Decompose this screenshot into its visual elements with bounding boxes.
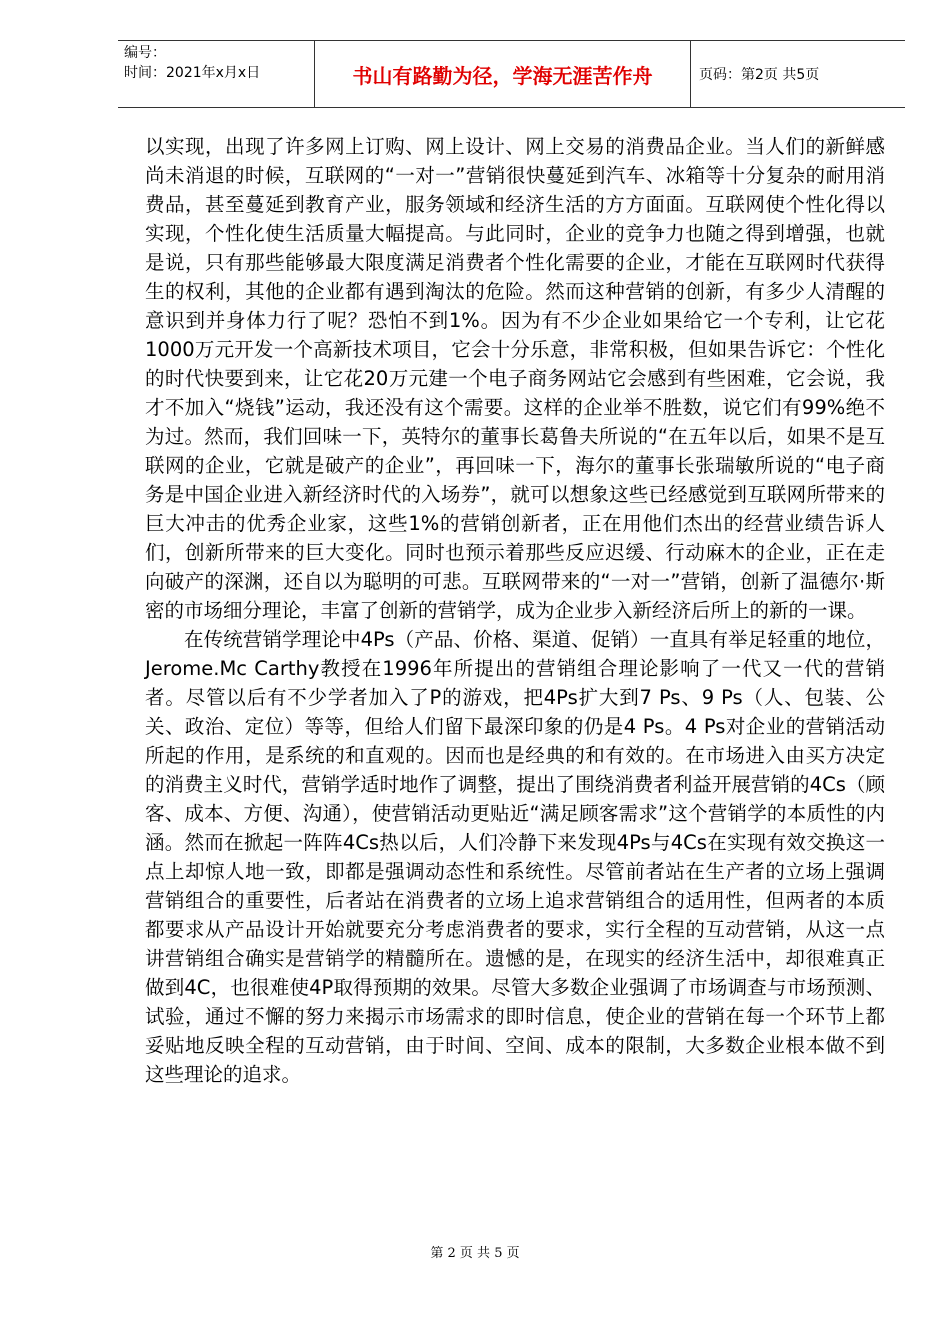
header-page-code: 页码：第2页 共5页 bbox=[699, 67, 820, 83]
header-motto: 书山有路勤为径，学海无涯苦作舟 bbox=[314, 41, 691, 107]
document-body bbox=[145, 132, 885, 1089]
header-meta bbox=[118, 41, 314, 107]
paragraph-2: 在传统营销学理论中4Ps（产品、价格、渠道、促销）一直具有举足轻重的地位，Jerome.Mc Carthy教授在1996年所提出的营销组合理论影响了一代又一代的营销者。尽管以后有不少学者加入了P的游戏，把4Ps扩大到7 Ps、9 Ps（人、包装、公关、政治、定位）等等，但给人们留下最深印象的仍是4 Ps。4 Ps对企业的营销活动所起的作用，是系统的和直观的。因而也是经典的和有效的。在市场进入由买方决定的消费主义时代，营销学适时地作了调整，提出了围绕消费者利益开展营销的4Cs（顾客、成本、方便、沟通），使营销活动更贴近“满足顾客需求”这个营销学的本质性的内涵。然而在掀起一阵阵4Cs热以后，人们冷静下来发现4Ps与4Cs在实现有效交换这一点上却惊人地一致，即都是强调动态性和系统性。尽管前者站在生产者的立场上强调营销组合的重要性，后者站在消费者的立场上追求营销组合的适用性，但两者的本质都要求从产品设计开始就要充分考虑消费者的要求，实行全程的互动营销，从这一点讲营销组合确实是营销学的精髓所在。遗憾的是，在现实的经济生活中，却很难真正做到4C，也很难使4P取得预期的效果。尽管大多数企业强调了市场调查与市场预测、试验，通过不懈的努力来揭示市场需求的即时信息，使企业的营销在每一个环节上都妥贴地反映全程的互动营销，由于时间、空间、成本的限制，大多数企业根本做不到这些理论的追求。 bbox=[145, 628, 885, 1086]
page-footer: 第 2 页 共 5 页 bbox=[430, 1246, 520, 1261]
number-label: 编号： bbox=[124, 45, 166, 61]
paragraph-1: 以实现，出现了许多网上订购、网上设计、网上交易的消费品企业。当人们的新鲜感尚未消退的时候，互联网的“一对一”营销很快蔓延到汽车、冰箱等十分复杂的耐用消费品，甚至蔓延到教育产业，服务领域和经济生活的方方面面。互联网使个性化得以实现，个性化使生活质量大幅提高。与此同时，企业的竞争力也随之得到增强，也就是说，只有那些能够最大限度满足消费者个性化需要的企业，才能在互联网时代获得生的权利，其他的企业都有遇到淘汰的危险。然而这种营销的创新，有多少人清醒的意识到并身体力行了呢？恐怕不到1%。因为有不少企业如果给它一个专利，让它花1000万元开发一个高新技术项目，它会十分乐意，非常积极，但如果告诉它：个性化的时代快要到来，让它花20万元建一个电子商务网站它会感到有些困难，它会说，我才不加入“烧钱”运动，我还没有这个需要。这样的企业举不胜数，说它们有99%绝不为过。然而，我们回味一下，英特尔的董事长葛鲁夫所说的“在五年以后，如果不是互联网的企业，它就是破产的企业”，再回味一下，海尔的董事长张瑞敏所说的“电子商务是中国企业进入新经济时代的入场券”，就可以想象这些已经感觉到互联网所带来的巨大冲击的优秀企业家，这些1%的营销创新者，正在用他们杰出的经营业绩告诉人们，创新所带来的巨大变化。同时也预示着那些反应迟缓、行动麻木的企业，正在走向破产的深渊，还自以为聪明的可悲。互联网带来的“一对一”营销，创新了温德尔·斯密的市场细分理论，丰富了创新的营销学，成为企业步入新经济后所上的新的一课。 bbox=[145, 135, 885, 622]
page-header bbox=[118, 40, 905, 108]
time-label: 时间：2021年x月x日 bbox=[124, 65, 261, 81]
